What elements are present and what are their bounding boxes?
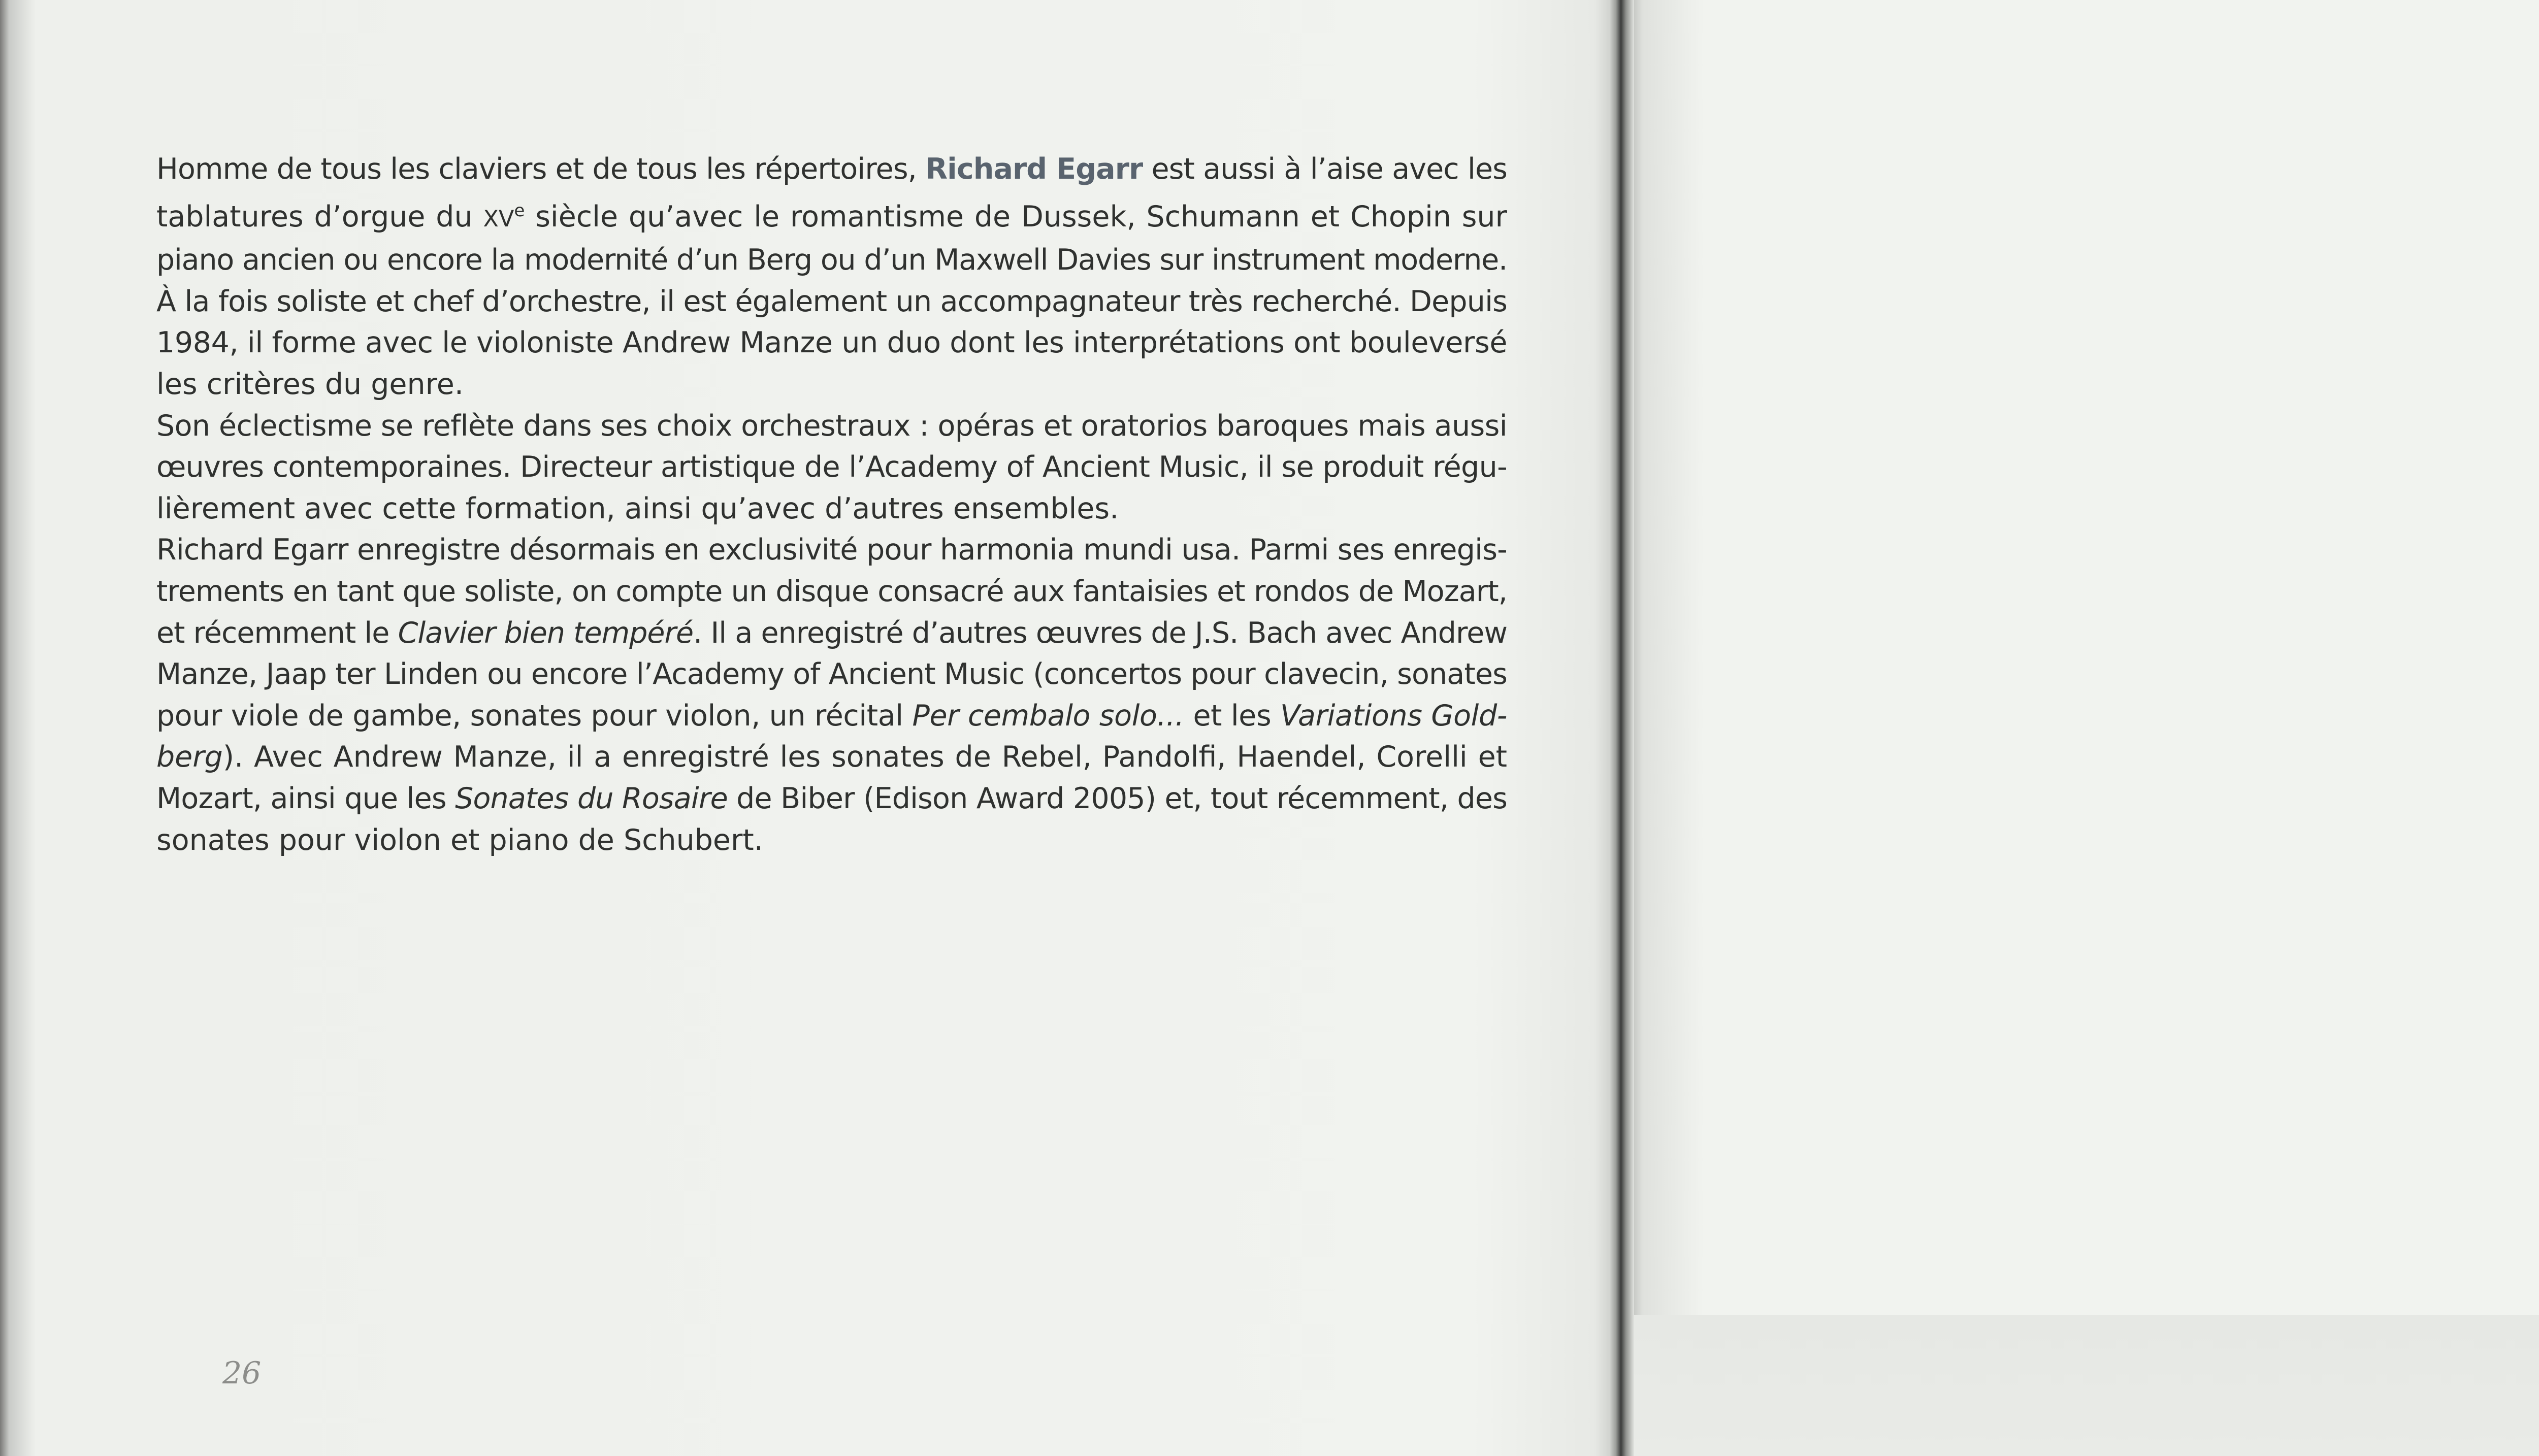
- text-segment: piano ancien ou encore la modernité d’un Berg ou d’un Maxwell Davies sur instrument moderne.: [156, 243, 1507, 277]
- text-line: [156, 240, 1507, 281]
- text-segment: siècle qu’avec le romantisme de Dussek, Schumann et Chopin sur: [525, 200, 1507, 234]
- text-line: [156, 149, 1507, 190]
- text-segment: sonates pour violon et piano de Schubert.: [156, 823, 763, 857]
- text-line: [156, 571, 1507, 613]
- text-segment: œuvres contemporaines. Directeur artistique de l’Academy of Ancient Music, il se produit régu-: [156, 450, 1507, 484]
- text-line: [156, 406, 1507, 447]
- work-title: Clavier bien tempéré: [398, 616, 694, 650]
- text-line: [156, 737, 1507, 778]
- text-line: [156, 447, 1507, 488]
- text-segment: trements en tant que soliste, on compte un disque consacré aux fantaisies et rondos de Mozart,: [156, 574, 1507, 608]
- text-segment: Manze, Jaap ter Linden ou encore l’Academy of Ancient Music (concertos pour clavecin, sonates: [156, 657, 1507, 691]
- text-line: [156, 778, 1507, 820]
- text-line: [156, 488, 1507, 530]
- text-segment: ). Avec Andrew Manze, il a enregistré les sonates de Rebel, Pandolfi, Haendel, Corelli et: [222, 740, 1507, 774]
- ordinal-superscript: e: [514, 200, 525, 221]
- text-segment: tablatures d’orgue du: [156, 200, 483, 234]
- text-segment: Homme de tous les claviers et de tous les répertoires,: [156, 152, 926, 186]
- page-shade-band: [1622, 1315, 2539, 1456]
- work-title: berg: [156, 740, 223, 774]
- text-line: [156, 281, 1507, 323]
- book-gutter: [1609, 0, 1634, 1456]
- text-line: [156, 820, 1507, 862]
- text-segment: Mozart, ainsi que les: [156, 781, 455, 815]
- text-segment: Richard Egarr enregistre désormais en exclusivité pour harmonia mundi usa. Parmi ses enregis-: [156, 533, 1507, 567]
- text-segment: À la fois soliste et chef d’orchestre, il est également un accompagnateur très recherché. Depuis: [156, 284, 1507, 318]
- artist-name: Richard Egarr: [925, 152, 1143, 186]
- right-page: [1622, 0, 2539, 1456]
- text-line: [156, 364, 1507, 406]
- text-line: [156, 322, 1507, 364]
- text-segment: et les: [1184, 699, 1281, 733]
- text-segment: . Il a enregistré d’autres œuvres de J.S. Bach avec Andrew: [693, 616, 1507, 650]
- text-segment: de Biber (Edison Award 2005) et, tout récemment, des: [727, 781, 1507, 815]
- text-line: [156, 530, 1507, 571]
- text-line: [156, 190, 1507, 240]
- text-line: [156, 613, 1507, 654]
- page-number-left: 26: [222, 1355, 262, 1391]
- work-title: Per cembalo solo...: [912, 699, 1184, 733]
- text-segment: lièrement avec cette formation, ainsi qu’avec d’autres ensembles.: [156, 491, 1119, 525]
- text-line: [156, 654, 1507, 696]
- work-title: Sonates du Rosaire: [455, 781, 728, 815]
- text-segment: et récemment le: [156, 616, 398, 650]
- text-segment: 1984, il forme avec le violoniste Andrew Manze un duo dont les interprétations ont bouleversé: [156, 326, 1507, 360]
- text-segment: Son éclectisme se reflète dans ses choix orchestraux : opéras et oratorios baroques mais aussi: [156, 409, 1507, 443]
- work-title: Variations Gold-: [1280, 699, 1507, 733]
- text-line: [156, 696, 1507, 737]
- text-segment: les critères du genre.: [156, 367, 464, 401]
- french-biography-text: [156, 149, 1507, 861]
- text-segment: pour viole de gambe, sonates pour violon, un récital: [156, 699, 913, 733]
- text-segment: est aussi à l’aise avec les: [1143, 152, 1507, 186]
- century-numeral: XV: [483, 206, 514, 232]
